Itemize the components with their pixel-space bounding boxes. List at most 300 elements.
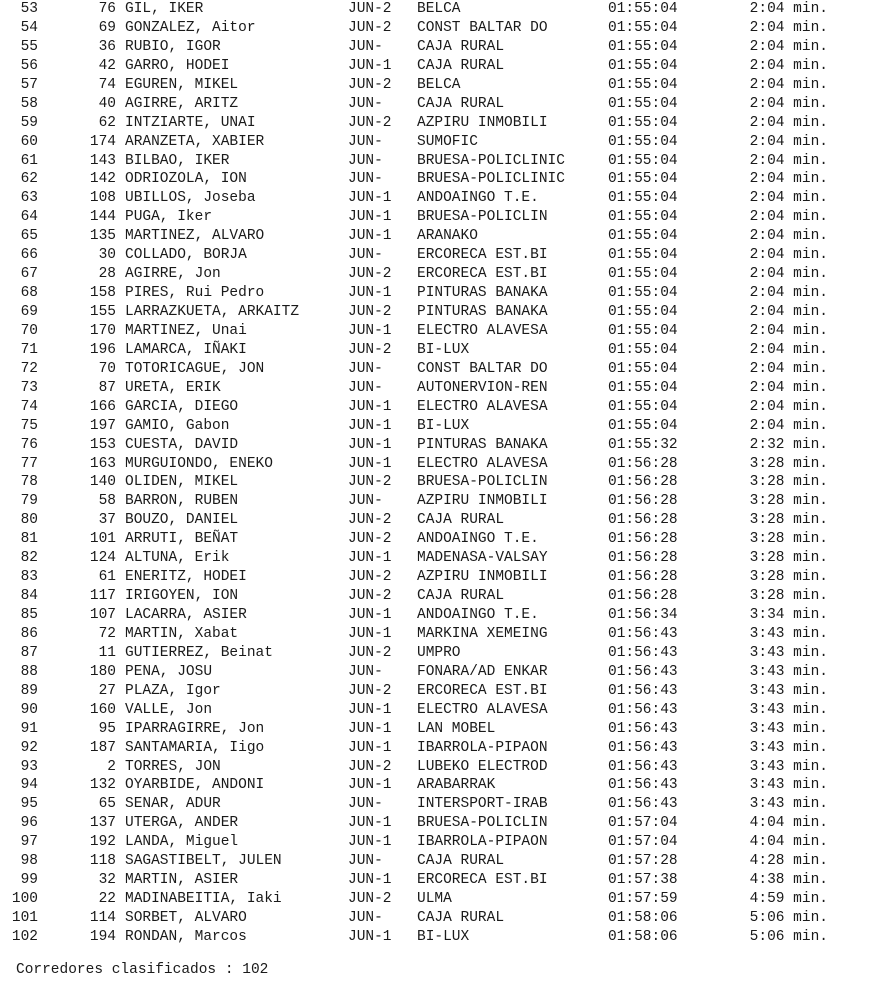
dorsal-cell: 27 — [98, 682, 116, 699]
result-row — [0, 133, 828, 152]
position-cell: 56 — [20, 57, 38, 74]
time-cell: 01:56:28 — [608, 550, 678, 567]
gap-cell: 5:06 min. — [749, 928, 828, 945]
dorsal-cell: 101 — [89, 531, 116, 548]
gap-cell: 2:04 min. — [749, 95, 828, 112]
rider-name-cell: MARTINEZ, ALVARO — [125, 228, 265, 245]
position-cell: 53 — [20, 1, 38, 17]
result-row — [0, 568, 828, 587]
result-row — [0, 549, 828, 568]
time-cell: 01:56:34 — [608, 607, 678, 623]
position-cell: 66 — [20, 247, 38, 264]
gap-cell: 3:43 min. — [749, 682, 828, 699]
rider-name-cell: MARTINEZ, Unai — [125, 322, 247, 339]
dorsal-cell: 74 — [98, 76, 116, 93]
time-cell: 01:55:04 — [608, 228, 678, 245]
rider-name-cell: RONDAN, Marcos — [125, 928, 247, 945]
time-cell: 01:55:04 — [608, 133, 678, 150]
position-cell: 83 — [20, 569, 38, 586]
category-cell: JUN-1 — [348, 550, 392, 567]
rider-name-cell: BOUZO, DANIEL — [125, 512, 239, 529]
result-row — [0, 322, 828, 341]
category-cell: JUN- — [348, 38, 383, 55]
result-row — [0, 833, 828, 852]
category-cell: JUN-1 — [348, 872, 392, 889]
position-cell: 70 — [20, 322, 38, 339]
team-cell: MARKINA XEMEING — [417, 625, 548, 642]
dorsal-cell: 11 — [98, 644, 116, 661]
result-row — [0, 19, 828, 38]
result-row — [0, 341, 828, 360]
time-cell: 01:58:06 — [608, 928, 678, 945]
category-cell: JUN-2 — [348, 644, 392, 661]
result-row — [0, 758, 828, 777]
rider-name-cell: LARRAZKUETA, ARKAITZ — [125, 304, 300, 320]
gap-cell: 3:28 min. — [749, 588, 828, 605]
rider-name-cell: UTERGA, ANDER — [125, 815, 239, 832]
rider-name-cell: GARCIA, DIEGO — [125, 398, 239, 415]
category-cell: JUN-1 — [348, 607, 392, 623]
category-cell: JUN-2 — [348, 304, 392, 320]
result-row — [0, 663, 828, 682]
time-cell: 01:55:04 — [608, 322, 678, 339]
position-cell: 85 — [20, 607, 38, 623]
team-cell: ERCORECA EST.BI — [417, 682, 548, 699]
time-cell: 01:56:28 — [608, 531, 678, 548]
dorsal-cell: 62 — [98, 114, 116, 131]
team-cell: CONST BALTAR DO — [417, 19, 548, 36]
position-cell: 98 — [20, 853, 38, 870]
time-cell: 01:55:04 — [608, 360, 678, 377]
category-cell: JUN-1 — [348, 625, 392, 642]
gap-cell: 5:06 min. — [749, 910, 828, 926]
dorsal-cell: 160 — [89, 701, 116, 718]
team-cell: BRUESA-POLICLIN — [417, 209, 548, 226]
category-cell: JUN- — [348, 247, 383, 264]
position-cell: 89 — [20, 682, 38, 699]
result-row — [0, 76, 828, 95]
result-row — [0, 379, 828, 398]
position-cell: 99 — [20, 872, 38, 889]
position-cell: 88 — [20, 663, 38, 680]
position-cell: 82 — [20, 550, 38, 567]
gap-cell: 2:04 min. — [749, 190, 828, 207]
dorsal-cell: 37 — [98, 512, 116, 529]
category-cell: JUN- — [348, 493, 383, 510]
gap-cell: 3:28 min. — [749, 493, 828, 510]
dorsal-cell: 132 — [89, 777, 116, 794]
position-cell: 68 — [20, 285, 38, 302]
team-cell: ANDOAINGO T.E. — [417, 190, 539, 207]
team-cell: AZPIRU INMOBILI — [417, 569, 548, 586]
category-cell: JUN-2 — [348, 682, 392, 699]
result-row — [0, 152, 828, 171]
rider-name-cell: COLLADO, BORJA — [125, 247, 247, 264]
time-cell: 01:56:28 — [608, 455, 678, 472]
position-cell: 64 — [20, 209, 38, 226]
rider-name-cell: UBILLOS, Joseba — [125, 190, 256, 207]
dorsal-cell: 72 — [98, 625, 116, 642]
gap-cell: 2:04 min. — [749, 133, 828, 150]
dorsal-cell: 61 — [98, 569, 116, 586]
time-cell: 01:56:43 — [608, 777, 678, 794]
category-cell: JUN-1 — [348, 209, 392, 226]
result-row — [0, 114, 828, 133]
position-cell: 62 — [20, 171, 38, 188]
gap-cell: 4:04 min. — [749, 834, 828, 851]
rider-name-cell: AGIRRE, ARITZ — [125, 95, 239, 112]
rider-name-cell: IPARRAGIRRE, Jon — [125, 720, 265, 737]
team-cell: BI-LUX — [417, 341, 470, 358]
gap-cell: 3:43 min. — [749, 796, 828, 813]
time-cell: 01:55:04 — [608, 341, 678, 358]
time-cell: 01:55:04 — [608, 379, 678, 396]
dorsal-cell: 87 — [98, 379, 116, 396]
rider-name-cell: SANTAMARIA, Iigo — [125, 739, 265, 756]
time-cell: 01:57:38 — [608, 872, 678, 889]
result-row — [0, 625, 828, 644]
category-cell: JUN-2 — [348, 569, 392, 586]
dorsal-cell: 143 — [89, 152, 116, 169]
result-row — [0, 436, 828, 455]
team-cell: CAJA RURAL — [417, 512, 505, 529]
rider-name-cell: OLIDEN, MIKEL — [125, 474, 239, 491]
dorsal-cell: 142 — [89, 171, 116, 188]
position-cell: 65 — [20, 228, 38, 245]
category-cell: JUN-2 — [348, 891, 392, 908]
category-cell: JUN-1 — [348, 777, 392, 794]
gap-cell: 2:04 min. — [749, 247, 828, 264]
result-row — [0, 644, 828, 663]
dorsal-cell: 137 — [89, 815, 116, 832]
result-row — [0, 227, 828, 246]
time-cell: 01:57:59 — [608, 891, 678, 908]
category-cell: JUN-2 — [348, 76, 392, 93]
gap-cell: 3:43 min. — [749, 777, 828, 794]
result-row — [0, 890, 828, 909]
dorsal-cell: 76 — [98, 1, 116, 17]
team-cell: AUTONERVION-REN — [417, 379, 548, 396]
position-cell: 101 — [11, 910, 38, 926]
category-cell: JUN-1 — [348, 322, 392, 339]
gap-cell: 3:43 min. — [749, 720, 828, 737]
time-cell: 01:55:04 — [608, 304, 678, 320]
rider-name-cell: GAMIO, Gabon — [125, 417, 230, 434]
team-cell: ERCORECA EST.BI — [417, 247, 548, 264]
time-cell: 01:56:43 — [608, 758, 678, 775]
position-cell: 95 — [20, 796, 38, 813]
category-cell: JUN-2 — [348, 512, 392, 529]
team-cell: PINTURAS BANAKA — [417, 285, 548, 302]
dorsal-cell: 163 — [89, 455, 116, 472]
gap-cell: 4:38 min. — [749, 872, 828, 889]
dorsal-cell: 170 — [89, 322, 116, 339]
dorsal-cell: 58 — [98, 493, 116, 510]
result-row — [0, 360, 828, 379]
rider-name-cell: MARTIN, Xabat — [125, 625, 239, 642]
category-cell: JUN-2 — [348, 266, 392, 283]
dorsal-cell: 180 — [89, 663, 116, 680]
rider-name-cell: RUBIO, IGOR — [125, 38, 221, 55]
position-cell: 92 — [20, 739, 38, 756]
category-cell: JUN-2 — [348, 1, 392, 17]
team-cell: ELECTRO ALAVESA — [417, 322, 548, 339]
category-cell: JUN-1 — [348, 720, 392, 737]
gap-cell: 2:04 min. — [749, 19, 828, 36]
team-cell: CONST BALTAR DO — [417, 360, 548, 377]
dorsal-cell: 194 — [89, 928, 116, 945]
team-cell: ARANAKO — [417, 228, 478, 245]
category-cell: JUN-2 — [348, 341, 392, 358]
team-cell: CAJA RURAL — [417, 95, 505, 112]
team-cell: BRUESA-POLICLIN — [417, 474, 548, 491]
position-cell: 61 — [20, 152, 38, 169]
result-row — [0, 814, 828, 833]
result-row — [0, 928, 828, 947]
position-cell: 63 — [20, 190, 38, 207]
result-row — [0, 701, 828, 720]
team-cell: IBARROLA-PIPAON — [417, 834, 548, 851]
category-cell: JUN-1 — [348, 455, 392, 472]
result-row — [0, 473, 828, 492]
rider-name-cell: MURGUIONDO, ENEKO — [125, 455, 273, 472]
time-cell: 01:55:04 — [608, 95, 678, 112]
time-cell: 01:55:04 — [608, 247, 678, 264]
gap-cell: 3:43 min. — [749, 739, 828, 756]
dorsal-cell: 69 — [98, 19, 116, 36]
time-cell: 01:57:04 — [608, 834, 678, 851]
gap-cell: 2:04 min. — [749, 379, 828, 396]
gap-cell: 3:43 min. — [749, 625, 828, 642]
time-cell: 01:55:04 — [608, 19, 678, 36]
time-cell: 01:56:43 — [608, 739, 678, 756]
time-cell: 01:56:28 — [608, 474, 678, 491]
rider-name-cell: TORRES, JON — [125, 758, 221, 775]
position-cell: 90 — [20, 701, 38, 718]
gap-cell: 2:04 min. — [749, 1, 828, 17]
dorsal-cell: 140 — [89, 474, 116, 491]
result-row — [0, 455, 828, 474]
team-cell: BI-LUX — [417, 928, 470, 945]
rider-name-cell: TOTORICAGUE, JON — [125, 360, 265, 377]
time-cell: 01:56:28 — [608, 493, 678, 510]
dorsal-cell: 153 — [89, 436, 116, 453]
category-cell: JUN-2 — [348, 114, 392, 131]
position-cell: 59 — [20, 114, 38, 131]
rider-name-cell: GONZALEZ, Aitor — [125, 19, 256, 36]
dorsal-cell: 22 — [98, 891, 116, 908]
team-cell: ELECTRO ALAVESA — [417, 455, 548, 472]
team-cell: CAJA RURAL — [417, 57, 505, 74]
time-cell: 01:56:43 — [608, 796, 678, 813]
category-cell: JUN-1 — [348, 57, 392, 74]
time-cell: 01:56:43 — [608, 625, 678, 642]
team-cell: BELCA — [417, 76, 461, 93]
team-cell: ELECTRO ALAVESA — [417, 701, 548, 718]
dorsal-cell: 144 — [89, 209, 116, 226]
team-cell: CAJA RURAL — [417, 588, 505, 605]
dorsal-cell: 30 — [98, 247, 116, 264]
gap-cell: 3:43 min. — [749, 663, 828, 680]
result-row — [0, 852, 828, 871]
time-cell: 01:55:04 — [608, 76, 678, 93]
team-cell: AZPIRU INMOBILI — [417, 493, 548, 510]
gap-cell: 3:28 min. — [749, 474, 828, 491]
dorsal-cell: 42 — [98, 57, 116, 74]
result-row — [0, 284, 828, 303]
rider-name-cell: SAGASTIBELT, JULEN — [125, 853, 282, 870]
dorsal-cell: 197 — [89, 417, 116, 434]
dorsal-cell: 196 — [89, 341, 116, 358]
gap-cell: 3:28 min. — [749, 455, 828, 472]
category-cell: JUN- — [348, 853, 383, 870]
time-cell: 01:55:04 — [608, 114, 678, 131]
dorsal-cell: 155 — [89, 304, 116, 320]
gap-cell: 2:04 min. — [749, 228, 828, 245]
result-row — [0, 0, 828, 19]
time-cell: 01:55:04 — [608, 398, 678, 415]
team-cell: CAJA RURAL — [417, 910, 505, 926]
team-cell: CAJA RURAL — [417, 38, 505, 55]
gap-cell: 2:04 min. — [749, 398, 828, 415]
position-cell: 72 — [20, 360, 38, 377]
team-cell: PINTURAS BANAKA — [417, 304, 548, 320]
gap-cell: 2:04 min. — [749, 417, 828, 434]
gap-cell: 2:04 min. — [749, 171, 828, 188]
gap-cell: 4:28 min. — [749, 853, 828, 870]
result-row — [0, 492, 828, 511]
position-cell: 67 — [20, 266, 38, 283]
category-cell: JUN-1 — [348, 834, 392, 851]
time-cell: 01:56:28 — [608, 569, 678, 586]
result-row — [0, 208, 828, 227]
category-cell: JUN- — [348, 910, 383, 926]
result-row — [0, 417, 828, 436]
position-cell: 69 — [20, 304, 38, 320]
rider-name-cell: ENERITZ, HODEI — [125, 569, 247, 586]
gap-cell: 2:04 min. — [749, 322, 828, 339]
category-cell: JUN-2 — [348, 474, 392, 491]
result-row — [0, 909, 828, 928]
result-row — [0, 303, 828, 322]
rider-name-cell: MADINABEITIA, Iaki — [125, 891, 282, 908]
rider-name-cell: PIRES, Rui Pedro — [125, 285, 265, 302]
dorsal-cell: 95 — [98, 720, 116, 737]
result-row — [0, 795, 828, 814]
gap-cell: 3:28 min. — [749, 512, 828, 529]
dorsal-cell: 174 — [89, 133, 116, 150]
gap-cell: 3:43 min. — [749, 644, 828, 661]
rider-name-cell: ARRUTI, BEÑAT — [125, 531, 239, 548]
position-cell: 77 — [20, 455, 38, 472]
team-cell: PINTURAS BANAKA — [417, 436, 548, 453]
time-cell: 01:55:04 — [608, 209, 678, 226]
position-cell: 97 — [20, 834, 38, 851]
time-cell: 01:57:28 — [608, 853, 678, 870]
rider-name-cell: INTZIARTE, UNAI — [125, 114, 256, 131]
result-row — [0, 95, 828, 114]
time-cell: 01:55:04 — [608, 57, 678, 74]
dorsal-cell: 117 — [89, 588, 116, 605]
team-cell: BRUESA-POLICLIN — [417, 815, 548, 832]
category-cell: JUN- — [348, 171, 383, 188]
category-cell: JUN-2 — [348, 19, 392, 36]
rider-name-cell: PUGA, Iker — [125, 209, 213, 226]
position-cell: 96 — [20, 815, 38, 832]
category-cell: JUN- — [348, 360, 383, 377]
gap-cell: 2:04 min. — [749, 285, 828, 302]
time-cell: 01:55:04 — [608, 171, 678, 188]
team-cell: BRUESA-POLICLINIC — [417, 152, 565, 169]
gap-cell: 2:04 min. — [749, 38, 828, 55]
gap-cell: 3:43 min. — [749, 701, 828, 718]
team-cell: ERCORECA EST.BI — [417, 266, 548, 283]
classified-count: Corredores clasificados : 102 — [16, 962, 269, 978]
position-cell: 79 — [20, 493, 38, 510]
result-row — [0, 720, 828, 739]
team-cell: ARABARRAK — [417, 777, 496, 794]
rider-name-cell: ODRIOZOLA, ION — [125, 171, 247, 188]
position-cell: 91 — [20, 720, 38, 737]
gap-cell: 3:43 min. — [749, 758, 828, 775]
category-cell: JUN- — [348, 663, 383, 680]
gap-cell: 4:59 min. — [749, 891, 828, 908]
rider-name-cell: LANDA, Miguel — [125, 834, 239, 851]
time-cell: 01:57:04 — [608, 815, 678, 832]
gap-cell: 2:04 min. — [749, 266, 828, 283]
category-cell: JUN-2 — [348, 531, 392, 548]
gap-cell: 3:28 min. — [749, 569, 828, 586]
time-cell: 01:55:32 — [608, 436, 678, 453]
rider-name-cell: BARRON, RUBEN — [125, 493, 239, 510]
gap-cell: 2:04 min. — [749, 76, 828, 93]
position-cell: 57 — [20, 76, 38, 93]
team-cell: UMPRO — [417, 644, 461, 661]
result-row — [0, 189, 828, 208]
dorsal-cell: 28 — [98, 266, 116, 283]
category-cell: JUN-1 — [348, 398, 392, 415]
time-cell: 01:56:28 — [608, 512, 678, 529]
dorsal-cell: 124 — [89, 550, 116, 567]
team-cell: SUMOFIC — [417, 133, 478, 150]
gap-cell: 2:32 min. — [749, 436, 828, 453]
result-row — [0, 682, 828, 701]
rider-name-cell: VALLE, Jon — [125, 701, 213, 718]
position-cell: 93 — [20, 758, 38, 775]
position-cell: 58 — [20, 95, 38, 112]
team-cell: IBARROLA-PIPAON — [417, 739, 548, 756]
category-cell: JUN-1 — [348, 436, 392, 453]
category-cell: JUN-1 — [348, 701, 392, 718]
gap-cell: 2:04 min. — [749, 341, 828, 358]
team-cell: FONARA/AD ENKAR — [417, 663, 548, 680]
position-cell: 55 — [20, 38, 38, 55]
team-cell: ULMA — [417, 891, 452, 908]
gap-cell: 3:34 min. — [749, 607, 828, 623]
gap-cell: 2:04 min. — [749, 304, 828, 320]
position-cell: 81 — [20, 531, 38, 548]
gap-cell: 2:04 min. — [749, 209, 828, 226]
result-row — [0, 170, 828, 189]
position-cell: 75 — [20, 417, 38, 434]
time-cell: 01:55:04 — [608, 190, 678, 207]
dorsal-cell: 40 — [98, 95, 116, 112]
time-cell: 01:55:04 — [608, 285, 678, 302]
result-row — [0, 739, 828, 758]
category-cell: JUN-1 — [348, 228, 392, 245]
rider-name-cell: PLAZA, Igor — [125, 682, 221, 699]
category-cell: JUN-1 — [348, 739, 392, 756]
